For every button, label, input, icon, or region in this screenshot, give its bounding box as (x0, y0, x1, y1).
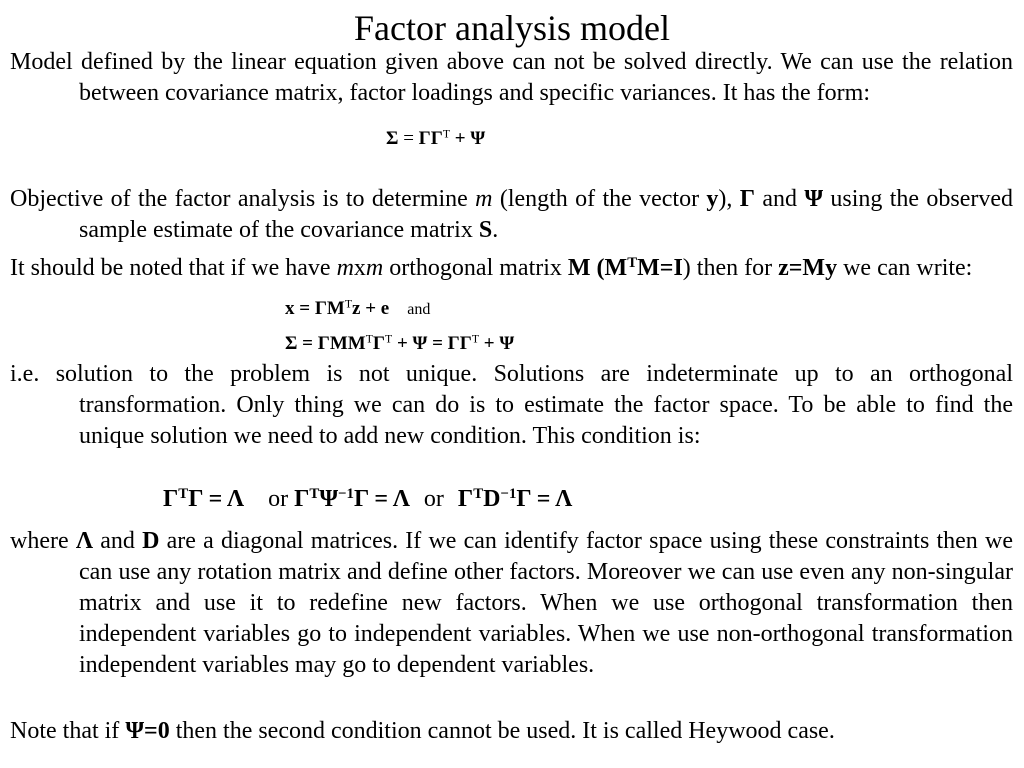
eq4-as: T (178, 485, 189, 502)
objective-text-2: (length of the vector (492, 186, 707, 212)
ortho-z: z=My (778, 255, 838, 281)
eq4-bs2: −1 (338, 485, 354, 502)
eq4-a1: Γ (163, 486, 179, 512)
eq4-b2: Ψ (319, 486, 339, 512)
eq1-gamma-2: Γ (430, 128, 443, 149)
eq1-op: = (398, 128, 419, 149)
eq4-or1: or (268, 486, 289, 512)
paragraph-not-unique (10, 359, 1013, 452)
model-definition-text: Model defined by the linear equation given above can not be solved directly. We can use the relation between covariance matrix, factor loadings and specific variances. It has the form: (10, 49, 1013, 106)
eq4-a2: Γ = Λ (188, 486, 245, 512)
eq4-c3: Γ = Λ (516, 486, 573, 512)
objective-text-5: using the observed sample estimate of the covariance matrix (79, 186, 1013, 243)
objective-text-3: ), (718, 186, 740, 212)
equation-conditions (163, 486, 572, 513)
eq3-t3: T (471, 332, 480, 346)
eq1-transpose: T (442, 127, 451, 141)
paragraph-orthogonal-note (10, 253, 1013, 284)
objective-gamma: Γ (739, 186, 756, 212)
eq2-and: and (407, 301, 431, 318)
objective-psi: Ψ (804, 186, 824, 212)
eq4-cs1: T (473, 485, 484, 502)
paragraph-objective (10, 184, 1013, 246)
eq4-cs2: −1 (500, 485, 517, 502)
ortho-transpose: T (627, 254, 638, 271)
eq1-gamma: Γ (418, 128, 431, 149)
eq3-t1: T (365, 332, 373, 346)
eq1-tail: + Ψ (450, 128, 486, 149)
eq3-a: Σ = ΓMM (285, 333, 366, 354)
diag-text-2: and (93, 528, 143, 554)
ortho-text-4: we can write: (837, 255, 973, 281)
objective-text-4: and (755, 186, 805, 212)
heywood-psi0: Ψ=0 (125, 718, 170, 744)
paragraph-heywood (10, 716, 1013, 747)
paragraph-diagonal-matrices (10, 526, 1013, 681)
eq3-d: + Ψ (479, 333, 515, 354)
paragraph-model-definition (10, 47, 1013, 109)
objective-text-1: Objective of the factor analysis is to determine (10, 186, 476, 212)
ortho-m1: m (336, 255, 354, 281)
ortho-text-1: It should be noted that if we have (10, 255, 337, 281)
eq3-b: Γ (372, 333, 385, 354)
eq2-transpose: T (344, 297, 353, 311)
diag-lambda: Λ (75, 528, 94, 554)
objective-m: m (475, 186, 493, 212)
slide-title: Factor analysis model (354, 8, 670, 48)
equation-sigma-invariance (285, 333, 514, 355)
eq4-b1: Γ (294, 486, 310, 512)
ortho-M: M (M (567, 255, 628, 281)
equation-x-transform (285, 298, 430, 320)
ortho-MI: M=I (637, 255, 683, 281)
eq4-bs1: T (309, 485, 320, 502)
ortho-m2: m (365, 255, 384, 281)
heywood-text-2: then the second condition cannot be used. It is called Heywood case. (169, 718, 835, 744)
eq1-lhs: Σ (386, 128, 399, 149)
eq4-c2: D (483, 486, 501, 512)
objective-S: S (478, 217, 493, 243)
equation-covariance-form (386, 128, 485, 150)
eq3-c: + Ψ = ΓΓ (392, 333, 472, 354)
objective-text-6: . (492, 217, 499, 243)
eq4-or2: or (423, 486, 444, 512)
not-unique-text: i.e. solution to the problem is not unique. Solutions are indeterminate up to an orthogonal transformation. Only thing we can do is to estimate the factor space. To be able to find the unique solution we need to add new condition. This condition is: (10, 361, 1013, 449)
ortho-x: x (353, 255, 366, 281)
eq4-b3: Γ = Λ (353, 486, 410, 512)
diag-text-1: where (10, 528, 76, 554)
heywood-text-1: Note that if (10, 718, 126, 744)
diag-D: D (142, 528, 160, 554)
eq2-post: z + e (352, 298, 390, 319)
objective-y: y (706, 186, 719, 212)
diag-text-3: are a diagonal matrices. If we can identify factor space using these constraints then we can use any rotation matrix and define other factors. Moreover we can use even any non-singular matrix and use it to redefine new factors. When we use orthogonal transformation then independent variables go to independent variables. When we use non-orthogonal transformation independent variables may go to dependent variables. (79, 528, 1013, 678)
eq3-t2: T (385, 332, 393, 346)
eq4-c1: Γ (457, 486, 474, 512)
ortho-text-3: ) then for (682, 255, 779, 281)
ortho-text-2: orthogonal matrix (383, 255, 568, 281)
eq2-pre: x = ΓM (285, 298, 345, 319)
